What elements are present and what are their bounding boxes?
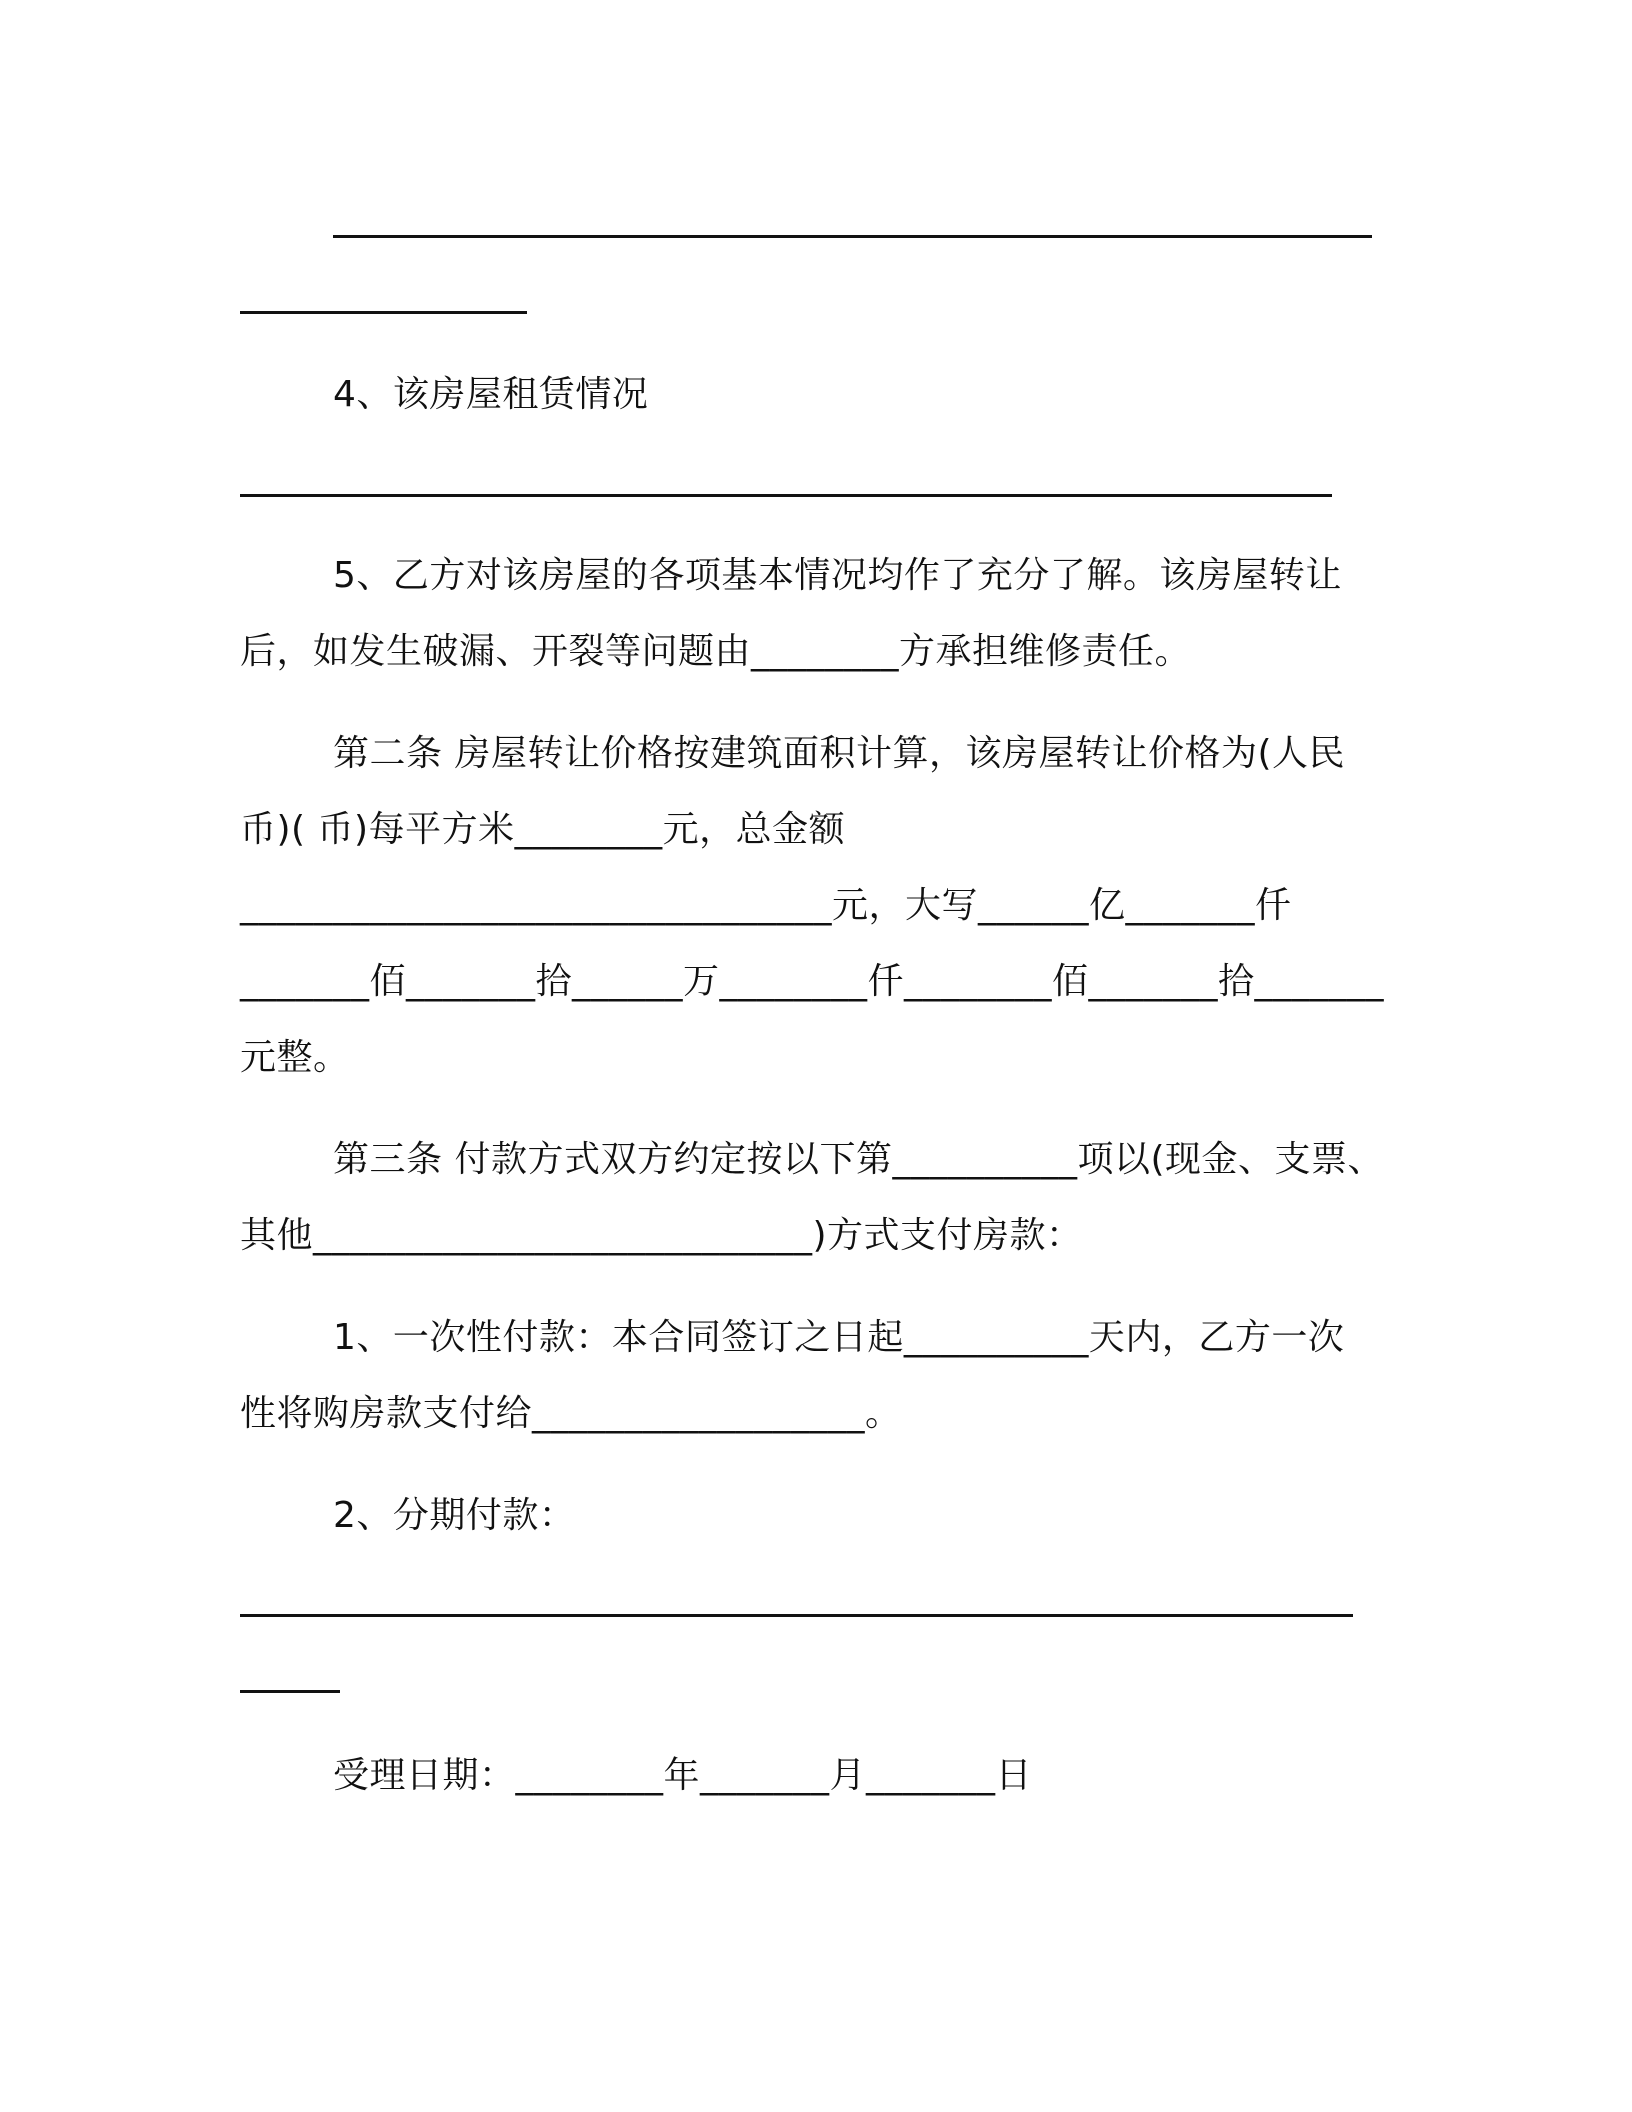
- article3-line1: 第三条 付款方式双方约定按以下第__________项以(现金、支票、: [333, 1139, 1384, 1180]
- article3-line2: 其他___________________________)方式支付房款：: [240, 1215, 1083, 1256]
- blank-line-4: [240, 1614, 1353, 1617]
- acceptance-date: 受理日期：________年_______月_______日: [333, 1755, 1033, 1796]
- article2-line4: _______佰_______拾______万________仟________佰_______拾_______: [240, 961, 1384, 1002]
- payment1-line2: 性将购房款支付给__________________。: [240, 1393, 902, 1434]
- item4-label: 4、该房屋租赁情况: [333, 374, 649, 415]
- article2-line1: 第二条 房屋转让价格按建筑面积计算，该房屋转让价格为(人民: [333, 733, 1345, 774]
- blank-line-5: [240, 1690, 340, 1693]
- payment2-label: 2、分期付款：: [333, 1495, 576, 1536]
- item5-line2: 后，如发生破漏、开裂等问题由________方承担维修责任。: [240, 631, 1192, 672]
- payment1-line1: 1、一次性付款：本合同签订之日起__________天内，乙方一次: [333, 1317, 1345, 1358]
- article2-line5: 元整。: [240, 1037, 350, 1078]
- blank-line-1: [333, 235, 1372, 238]
- article2-line2: 币)( 币)每平方米________元，总金额: [240, 809, 846, 850]
- article2-line3: ________________________________元，大写______亿_______仟: [240, 885, 1292, 926]
- blank-line-3: [240, 494, 1332, 497]
- blank-line-2: [240, 311, 527, 314]
- item5-line1: 5、乙方对该房屋的各项基本情况均作了充分了解。该房屋转让: [333, 555, 1342, 596]
